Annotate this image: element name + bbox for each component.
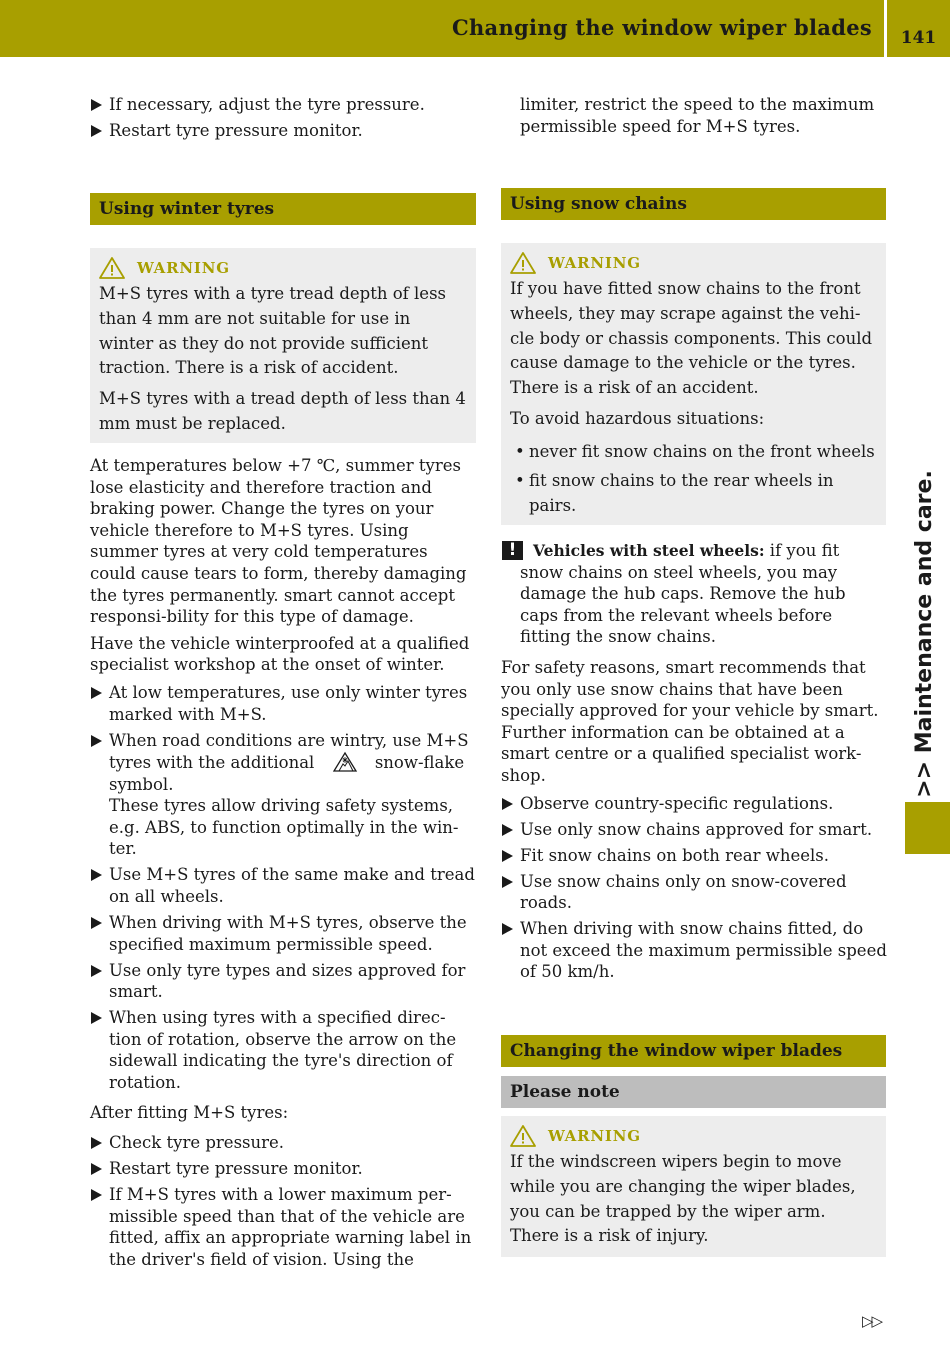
winter-body	[90, 455, 476, 1275]
paragraph-winterproof: Have the vehicle winterproofed at a qualified specialist workshop at the onset of winter.	[90, 633, 470, 675]
list-item: Observe country-specific regulations.	[501, 793, 887, 815]
steel-wheels-note	[501, 540, 886, 648]
intro-list	[90, 94, 476, 142]
winter-section	[90, 193, 476, 225]
note-heading: Vehicles with steel wheels:	[533, 541, 765, 560]
warning-header	[510, 249, 877, 277]
list-item: Use snow chains only on snow-covered roads.	[501, 871, 887, 914]
warning-header	[510, 1122, 877, 1150]
list-item-text: When road conditions are wintry, use M+S tyres with the additional	[109, 730, 469, 773]
note-block	[501, 540, 886, 648]
section-heading-snow-chains: Using snow chains	[501, 188, 886, 220]
paragraph-safety: For safety reasons, smart recommends that you only use snow chains that have been specially approved for your vehicle by smart. Further information can be obtained at a smart centre or a qualified specialist work-shop.	[501, 658, 879, 785]
winter-instructions-list	[90, 682, 476, 1094]
warning-text: If the windscreen wipers begin to move while you are changing the wiper blades, you can be trapped by the wiper arm. There is a risk of injury.	[510, 1152, 856, 1246]
bullet-item: • fit snow chains to the rear wheels in pairs.	[510, 469, 877, 519]
warning-box-winter	[90, 248, 476, 443]
list-item: Fit snow chains on both rear wheels.	[501, 845, 887, 867]
section-heading-winter-tyres: Using winter tyres	[90, 193, 476, 225]
snow-chains-list	[501, 793, 887, 983]
list-item-text: These tyres allow driving safety systems, e.g. ABS, to function optimally in the win-ter.	[109, 796, 459, 859]
warning-box-wiper	[501, 1116, 886, 1257]
after-fitting-list	[90, 1132, 476, 1270]
list-item	[90, 730, 476, 861]
list-item: If M+S tyres with a lower maximum per-missible speed than that of the vehicle are fitted, affix an appropriate warning label in the driver's field of vision. Using the	[90, 1184, 476, 1270]
warning-triangle-icon	[510, 1125, 536, 1147]
snowflake-mountain-icon	[332, 751, 358, 773]
right-column-continued	[520, 94, 888, 142]
warning-header	[99, 254, 467, 282]
list-item: Restart tyre pressure monitor.	[90, 120, 476, 142]
header-bar	[0, 0, 884, 57]
list-item-text: snow-flake symbol.	[109, 753, 465, 794]
warning-triangle-icon	[99, 257, 125, 279]
page-header-title: Changing the window wiper blades	[451, 15, 872, 40]
warning-triangle-icon	[510, 252, 536, 274]
side-tab-label: >> Maintenance and care.	[912, 470, 937, 798]
exclamation-icon: !	[502, 541, 523, 560]
paragraph-temperatures: At temperatures below +7 ℃, summer tyres lose elasticity and therefore traction and braking power. Change the tyres on your vehicle therefore to M+S tyres. Using summer tyres at very cold temperatures could cause tears to form, thereby damaging the tyres permanently. smart cannot accept responsi-bility for this type of damage.	[90, 456, 467, 627]
snow-chains-body	[501, 657, 887, 987]
warning-label: WARNING	[137, 259, 230, 277]
section-heading-wiper-blades: Changing the window wiper blades	[501, 1035, 886, 1067]
left-column	[90, 94, 476, 146]
warning-box-snow-chains	[501, 243, 886, 525]
page-number: 141	[887, 0, 950, 57]
list-item: Restart tyre pressure monitor.	[90, 1158, 476, 1180]
continued-text: limiter, restrict the speed to the maximum permissible speed for M+S tyres.	[520, 95, 875, 136]
snow-chains-section	[501, 188, 886, 220]
list-item: At low temperatures, use only winter tyres marked with M+S.	[90, 682, 476, 725]
list-item: When driving with M+S tyres, observe the specified maximum permissible speed.	[90, 912, 476, 955]
warning-text: M+S tyres with a tyre tread depth of less than 4 mm are not suitable for use in winter as they do not provide sufficient traction. There is a risk of accident.	[99, 284, 446, 378]
subheading-please-note: Please note	[501, 1076, 886, 1108]
warning-bullet-list	[510, 440, 877, 519]
warning-label: WARNING	[548, 254, 641, 272]
list-item: Use M+S tyres of the same make and tread on all wheels.	[90, 864, 476, 907]
next-page-arrows-icon: ▷▷	[862, 1312, 882, 1330]
side-tab-marker	[905, 802, 950, 854]
list-item: Use only tyre types and sizes approved for smart.	[90, 960, 476, 1003]
wiper-section	[501, 1035, 886, 1108]
list-item: When using tyres with a specified direc-tion of rotation, observe the arrow on the sidewall indicating the tyre's direction of rotation.	[90, 1007, 476, 1093]
note-text: if you fit snow chains on steel wheels, you may damage the hub caps. Remove the hub caps from the relevant wheels before fitting the snow chains.	[520, 541, 846, 647]
warning-label: WARNING	[548, 1127, 641, 1145]
after-fitting-label: After fitting M+S tyres:	[90, 1102, 289, 1122]
warning-text: If you have fitted snow chains to the front wheels, they may scrape against the vehi-cle body or chassis components. This could cause damage to the vehicle or the tyres. There is a risk of an accident.	[510, 279, 873, 398]
list-item: Use only snow chains approved for smart.	[501, 819, 887, 841]
warning-text: M+S tyres with a tread depth of less than 4 mm must be replaced.	[99, 389, 466, 433]
warning-text: To avoid hazardous situations:	[510, 408, 765, 428]
list-item: If necessary, adjust the tyre pressure.	[90, 94, 476, 116]
bullet-item: • never fit snow chains on the front wheels	[510, 440, 877, 465]
list-item: Check tyre pressure.	[90, 1132, 476, 1154]
list-item: When driving with snow chains fitted, do not exceed the maximum permissible speed of 50 km/h.	[501, 918, 887, 983]
